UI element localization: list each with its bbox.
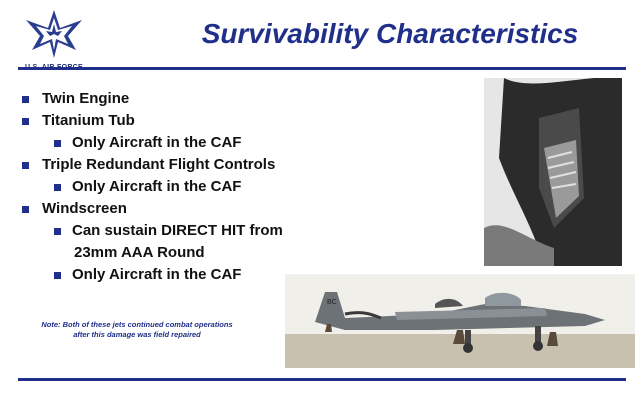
tail-marking: BC [327,299,337,306]
bullet-list [18,88,348,286]
square-bullet-icon [54,184,61,191]
bottom-divider [18,378,626,381]
square-bullet-icon [22,162,29,169]
top-divider [18,67,626,70]
square-bullet-icon [22,96,29,103]
bullet-continuation [18,242,348,264]
sub-bullet-item [18,132,348,154]
square-bullet-icon [54,272,61,279]
note-line-1: Note: Both of these jets continued combat operations [41,320,233,329]
bullet-item [18,154,348,176]
sub-bullet-item [18,176,348,198]
note-line-2: after this damage was field repaired [73,330,201,339]
bullet-text: Can sustain DIRECT HIT from [72,222,283,239]
damaged-aircraft-photo [285,274,635,368]
bullet-text: Only Aircraft in the CAF [72,178,242,195]
bullet-text: Windscreen [42,200,127,217]
square-bullet-icon [54,140,61,147]
bullet-text: Titanium Tub [42,112,135,129]
bullet-item [18,110,348,132]
square-bullet-icon [22,118,29,125]
bullet-text: 23mm AAA Round [74,244,205,261]
sub-bullet-item [18,220,348,242]
air-force-logo [6,6,92,74]
slide-title: Survivability Characteristics [201,18,579,49]
bullet-item [18,198,348,220]
square-bullet-icon [22,206,29,213]
air-force-wings-icon [22,6,86,62]
photo-note [22,320,252,340]
bullet-text: Only Aircraft in the CAF [72,266,242,283]
square-bullet-icon [54,228,61,235]
bullet-text: Triple Redundant Flight Controls [42,156,276,173]
damaged-wing-photo [484,78,622,266]
bullet-item [18,88,348,110]
bullet-text: Twin Engine [42,90,130,107]
bullet-text: Only Aircraft in the CAF [72,134,242,151]
